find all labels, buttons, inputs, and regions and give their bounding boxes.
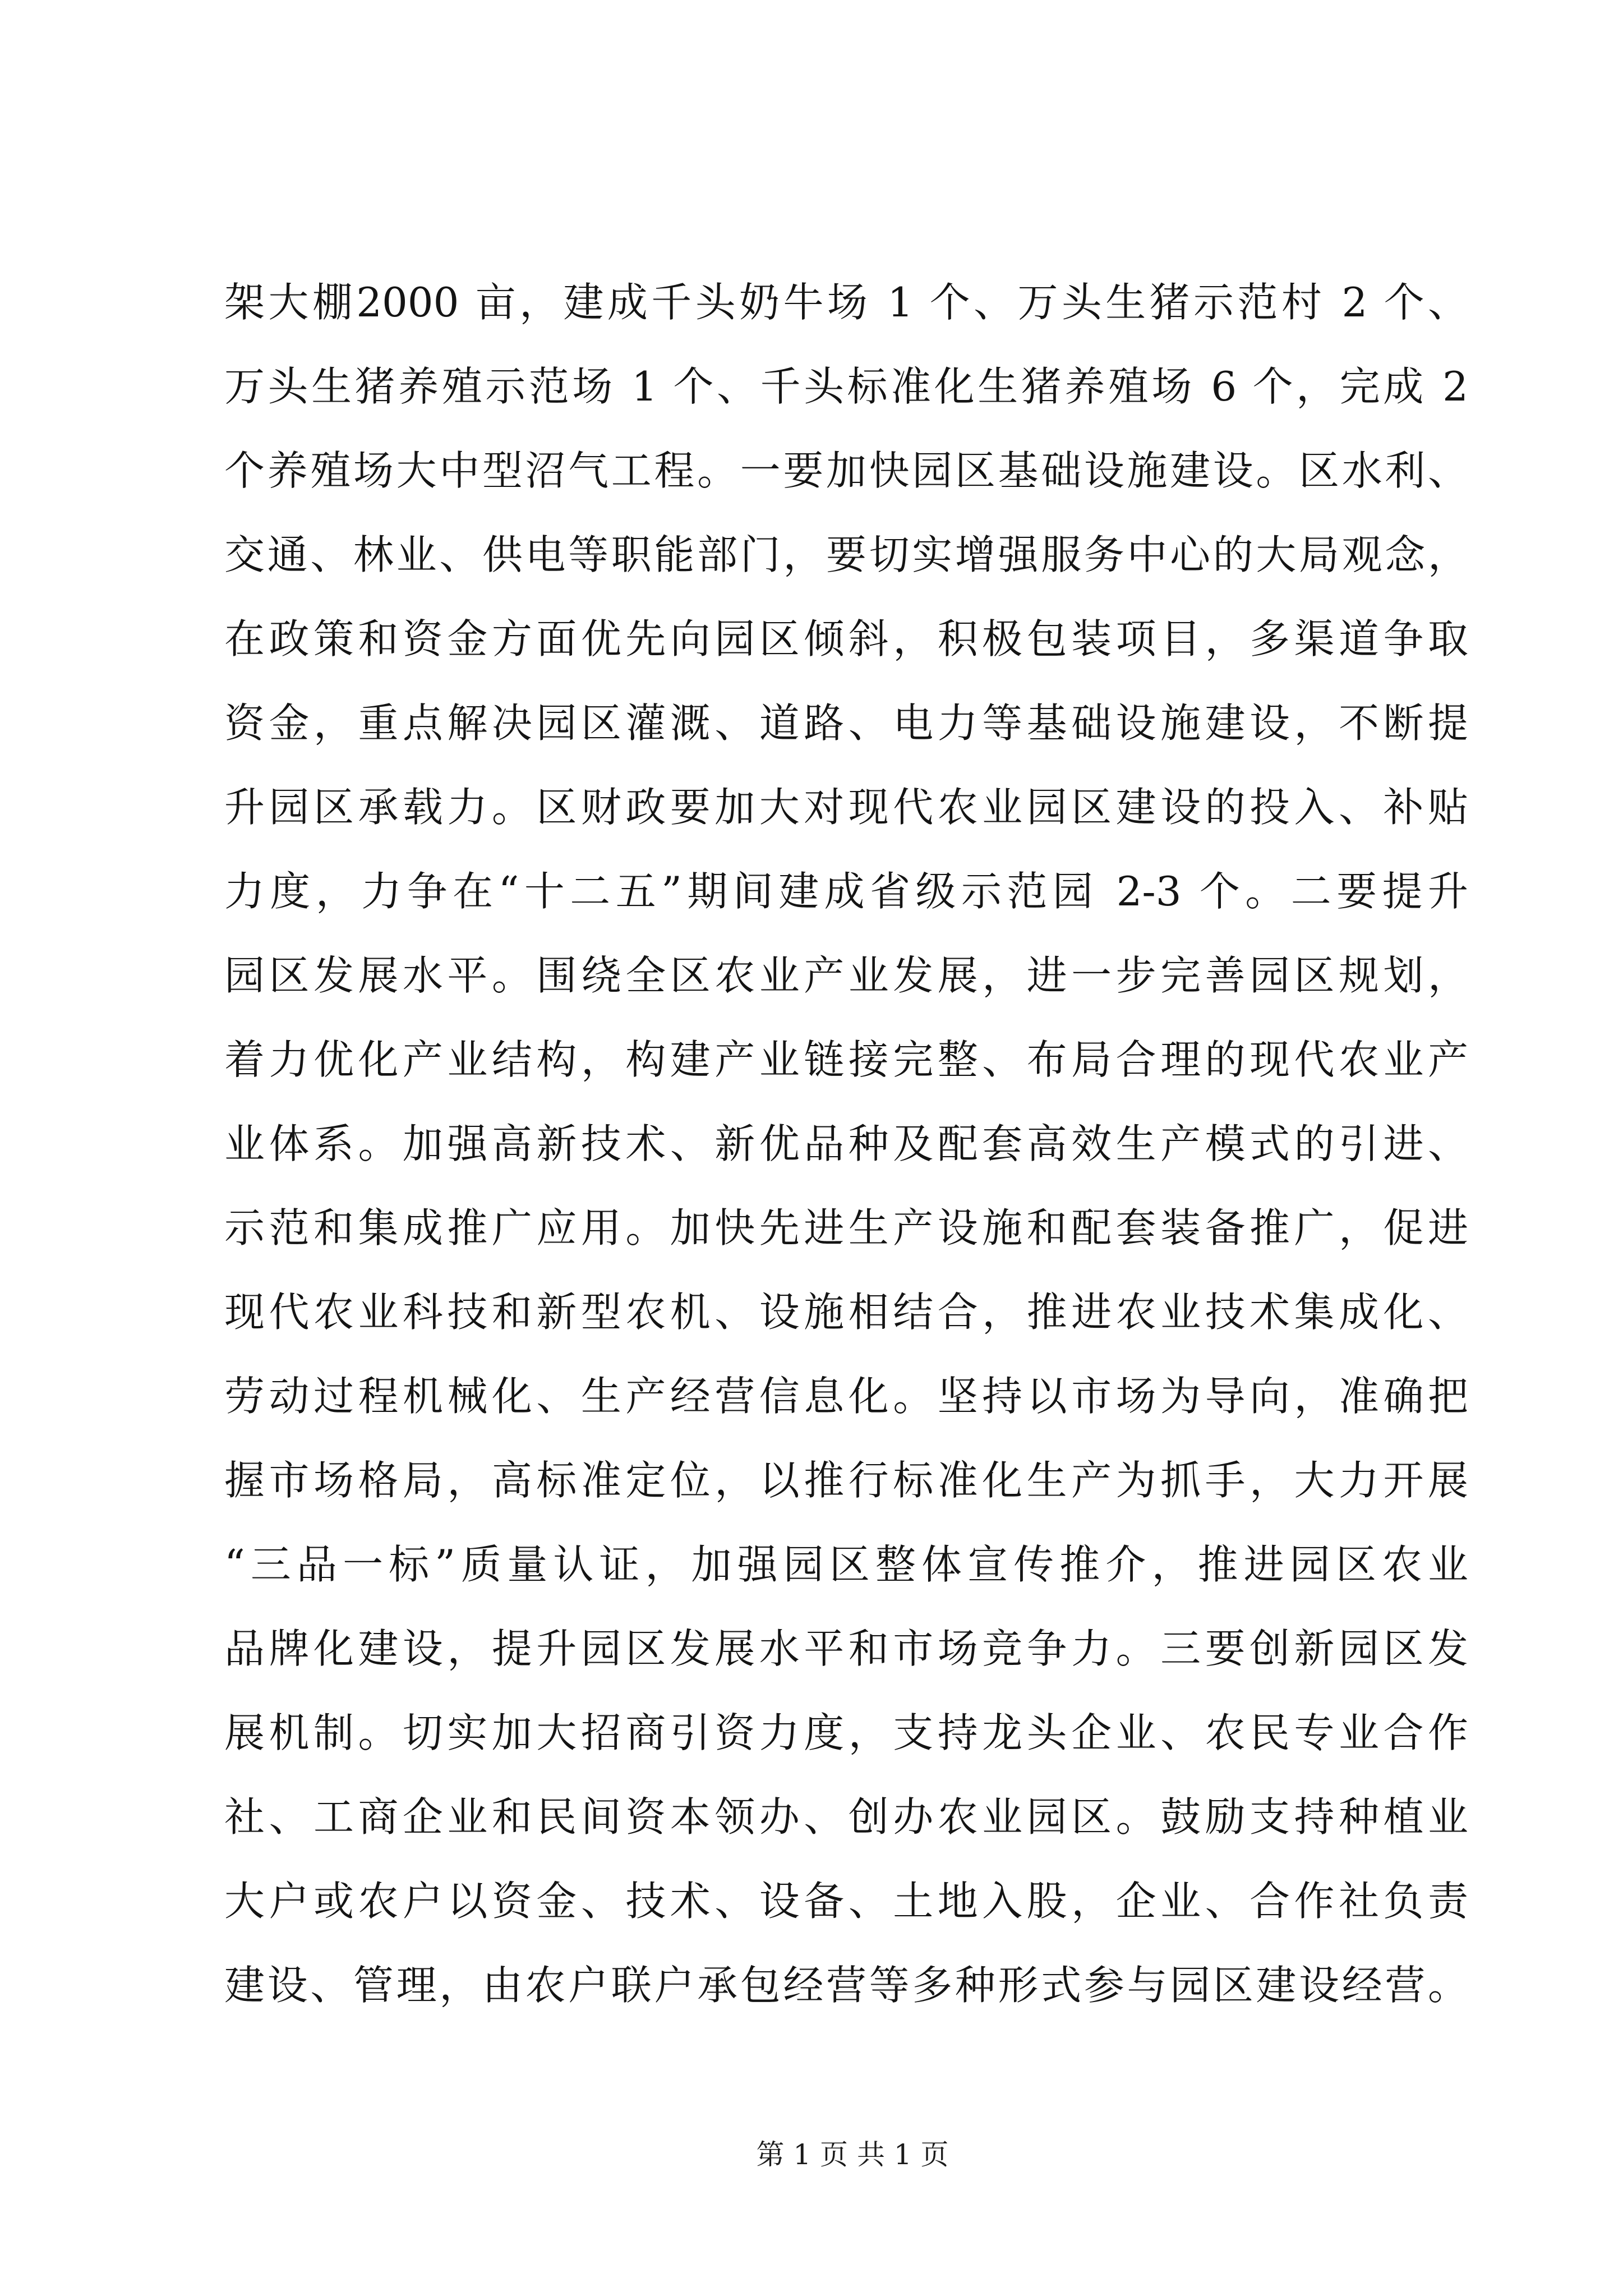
text-line: 业体系。加强高新技术、新优品种及配套高效生产模式的引进、 [224, 1120, 1468, 1167]
page-footer: 第 1 页 共 1 页 [756, 2138, 949, 2171]
text-line: 握市场格局，高标准定位，以推行标准化生产为抓手，大力开展 [224, 1457, 1468, 1504]
text-line: 展机制。切实加大招商引资力度，支持龙头企业、农民专业合作 [224, 1709, 1468, 1756]
text-line: “三品一标”质量认证，加强园区整体宣传推介，推进园区农业 [224, 1541, 1468, 1588]
text-line: 大户或农户以资金、技术、设备、土地入股，企业、合作社负责 [224, 1878, 1468, 1925]
text-line: 资金，重点解决园区灌溉、道路、电力等基础设施建设，不断提 [224, 700, 1468, 747]
text-line: 交通、林业、供电等职能部门，要切实增强服务中心的大局观念， [224, 531, 1468, 578]
text-line: 品牌化建设，提升园区发展水平和市场竞争力。三要创新园区发 [224, 1625, 1468, 1672]
text-line: 升园区承载力。区财政要加大对现代农业园区建设的投入、补贴 [224, 784, 1468, 831]
text-line: 在政策和资金方面优先向园区倾斜，积极包装项目，多渠道争取 [224, 615, 1468, 662]
text-line: 示范和集成推广应用。加快先进生产设施和配套装备推广，促进 [224, 1204, 1468, 1251]
text-line: 个养殖场大中型沼气工程。一要加快园区基础设施建设。区水利、 [224, 447, 1468, 494]
text-line: 社、工商企业和民间资本领办、创办农业园区。鼓励支持种植业 [224, 1793, 1468, 1841]
text-line: 着力优化产业结构，构建产业链接完整、布局合理的现代农业产 [224, 1036, 1468, 1083]
body-text [224, 260, 1468, 2027]
text-line: 劳动过程机械化、生产经营信息化。坚持以市场为导向，准确把 [224, 1373, 1468, 1420]
text-line: 园区发展水平。围绕全区农业产业发展，进一步完善园区规划， [224, 952, 1468, 999]
text-line: 万头生猪养殖示范场 1 个、千头标准化生猪养殖场 6 个，完成 2 [224, 363, 1468, 410]
text-line: 现代农业科技和新型农机、设施相结合，推进农业技术集成化、 [224, 1289, 1468, 1336]
text-line: 架大棚2000 亩，建成千头奶牛场 1 个、万头生猪示范村 2 个、 [224, 279, 1468, 326]
text-line: 建设、管理，由农户联户承包经营等多种形式参与园区建设经营。 [224, 1962, 1468, 2009]
text-line: 力度，力争在“十二五”期间建成省级示范园 2-3 个。二要提升 [224, 868, 1468, 915]
